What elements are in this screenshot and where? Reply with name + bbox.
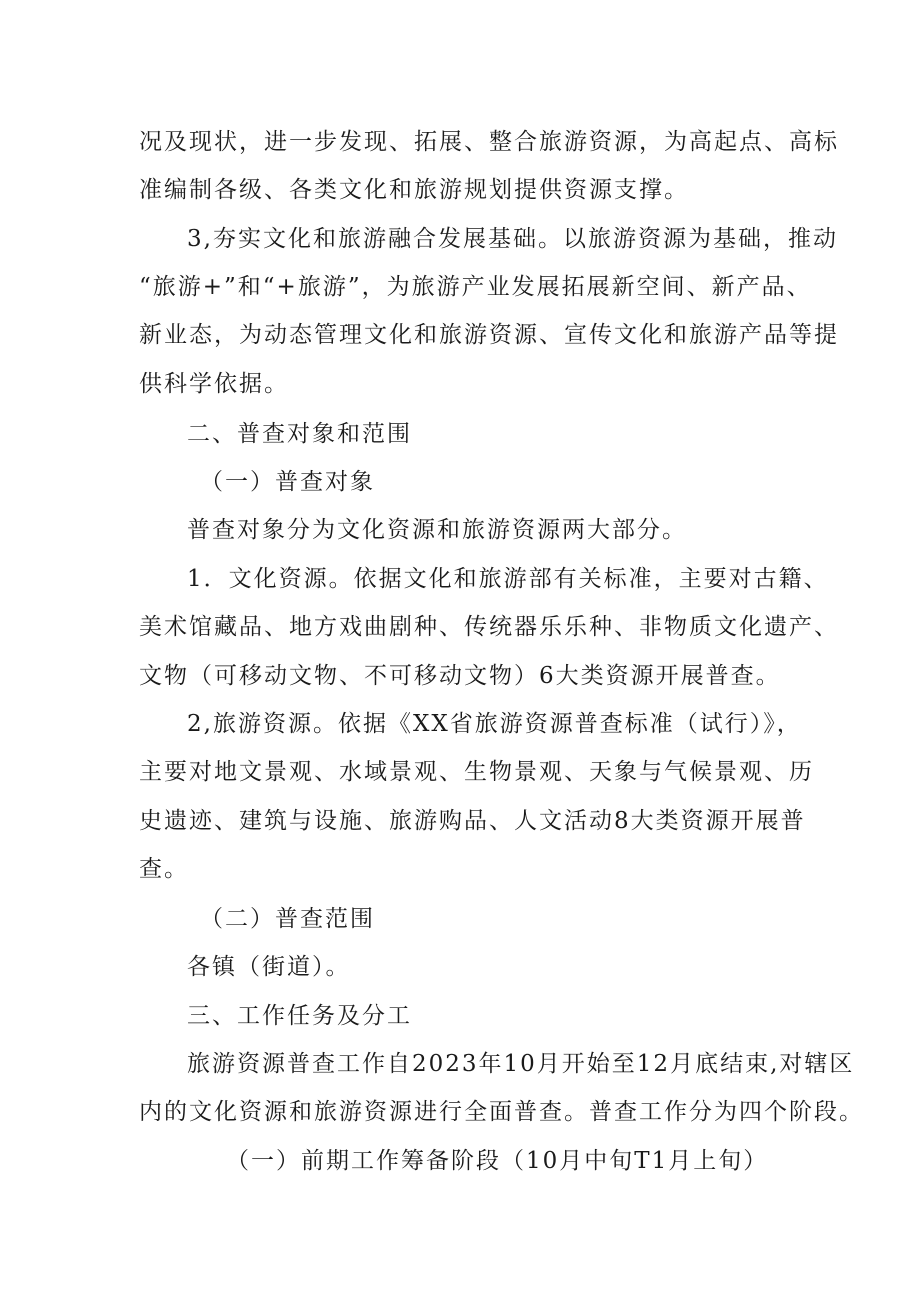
text-line: 况及现状，进一步发现、拓展、整合旅游资源，为高起点、高标 (139, 129, 839, 155)
subsection-heading: （二）普查范围 (200, 906, 375, 932)
text-line: 2,旅游资源。依据《XX省旅游资源普查标准（试行）》， (187, 711, 802, 737)
text-line: 各镇（街道）。 (187, 954, 351, 980)
text-line: 3,夯实文化和旅游融合发展基础。以旅游资源为基础，推动 (187, 226, 838, 252)
text-line: 查。 (139, 856, 189, 882)
text-line: 准编制各级、各类文化和旅游规划提供资源支撑。 (139, 177, 689, 203)
text-line: 供科学依据。 (139, 371, 289, 397)
subsection-heading: （一）前期工作筹备阶段（10月中旬T1月上旬） (226, 1148, 769, 1174)
text-line: 主要对地文景观、水域景观、生物景观、天象与气候景观、历 (139, 759, 814, 785)
text-line: 内的文化资源和旅游资源进行全面普查。普查工作分为四个阶段。 (139, 1099, 864, 1125)
text-line: 文物（可移动文物、不可移动文物）6大类资源开展普查。 (139, 663, 781, 689)
section-heading: 二、普查对象和范围 (187, 421, 412, 447)
text-line: 旅游资源普查工作自2023年10月开始至12月底结束,对辖区 (187, 1051, 855, 1077)
text-line: “旅游+”和“+旅游”，为旅游产业发展拓展新空间、新产品、 (139, 274, 812, 300)
text-line: 1．文化资源。依据文化和旅游部有关标准，主要对古籍、 (187, 566, 829, 592)
text-line: 新业态，为动态管理文化和旅游资源、宣传文化和旅游产品等提 (139, 322, 839, 348)
text-line: 史遗迹、建筑与设施、旅游购品、人文活动8大类资源开展普 (139, 808, 806, 834)
section-heading: 三、工作任务及分工 (187, 1003, 412, 1029)
subsection-heading: （一）普查对象 (200, 469, 375, 495)
text-line: 普查对象分为文化资源和旅游资源两大部分。 (187, 517, 687, 543)
text-line: 美术馆藏品、地方戏曲剧种、传统器乐乐种、非物质文化遗产、 (139, 614, 839, 640)
